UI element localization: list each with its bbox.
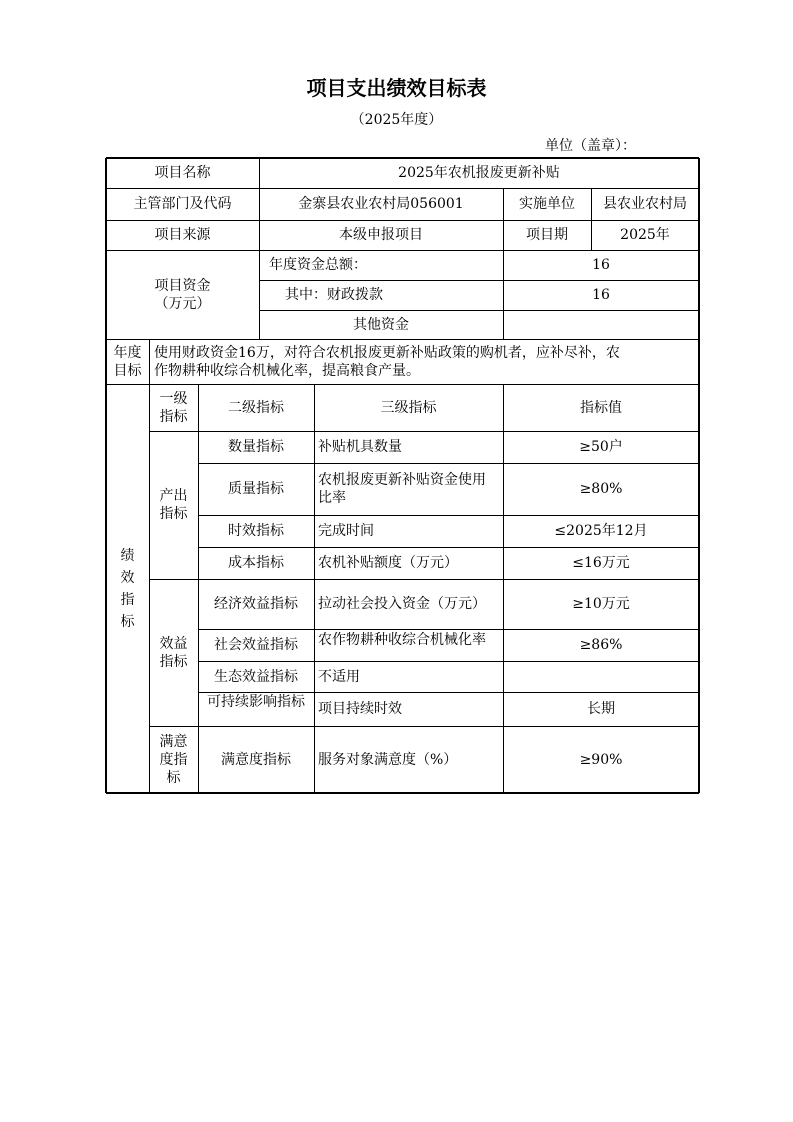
indicator-row-6-level3: 农作物耕种收综合机械化率	[318, 632, 486, 648]
annual-goal-line-2: 作物耕种收综合机械化率，提高粮食产量。	[154, 362, 420, 379]
indicator-row-2-level3: 农机报废更新补贴资金使用比率	[318, 472, 486, 506]
indicator-row-4-value: ≤16万元	[572, 555, 630, 571]
indicator-row-4-level2: 成本指标	[228, 555, 284, 571]
indicator-row-8-level2: 可持续影响指标	[207, 694, 305, 710]
output-label-2: 指标	[159, 506, 188, 522]
satisfaction-label-1: 满意	[159, 733, 188, 750]
performance-indicator-label	[106, 384, 149, 793]
perf-char-3: 指	[120, 591, 135, 608]
indicator-row-7-level3: 不适用	[318, 668, 360, 685]
indicator-row-1-level2: 数量指标	[228, 439, 284, 455]
total-funds-label: 年度资金总额：	[269, 257, 367, 273]
indicator-row-3-value: ≤2025年12月	[554, 523, 648, 539]
period-label: 项目期	[526, 227, 568, 243]
benefit-label-2: 指标	[159, 653, 188, 670]
satisfaction-label-2: 度指	[159, 751, 188, 768]
perf-char-2: 效	[120, 569, 135, 586]
period-value: 2025年	[620, 227, 670, 243]
fiscal-funds-value: 16	[592, 287, 610, 303]
indicator-row-5-level3: 拉动社会投入资金（万元）	[318, 596, 486, 612]
level2-header: 二级指标	[228, 399, 284, 416]
annual-goal-label	[106, 339, 149, 384]
indicator-row-6-level2: 社会效益指标	[214, 637, 298, 653]
total-funds-value: 16	[592, 257, 610, 273]
level1-header-2: 指标	[159, 408, 188, 425]
indicator-row-2-level2: 质量指标	[228, 481, 284, 497]
indicator-row-1-level3: 补贴机具数量	[318, 439, 402, 455]
output-label-1: 产出	[159, 488, 188, 504]
indicator-row-3-level2: 时效指标	[228, 523, 284, 539]
page-title: 项目支出绩效目标表	[306, 76, 487, 100]
annual-goal-text	[149, 339, 699, 384]
annual-goal-line-1: 使用财政资金16万，对符合农机报废更新补贴政策的购机者，应补尽补，农	[154, 344, 620, 361]
indicator-row-9-value: ≥90%	[579, 751, 623, 768]
indicator-row-7-level2: 生态效益指标	[214, 668, 298, 685]
dept-label: 主管部门及代码	[133, 196, 232, 212]
funds-unit-text: （万元）	[154, 295, 211, 312]
unit-label: 单位（盖章）：	[545, 138, 636, 154]
satisfaction-indicator-label	[149, 726, 198, 793]
fiscal-funds-label: 其中：财政拨款	[285, 287, 383, 303]
indicator-row-9-level2: 满意度指标	[221, 751, 291, 768]
annual-goal-label-2: 目标	[113, 362, 142, 379]
source-label: 项目来源	[154, 227, 211, 243]
indicator-row-5-level2: 经济效益指标	[214, 596, 298, 612]
annual-goal-label-1: 年度	[113, 344, 142, 361]
impl-unit-value: 县农业农村局	[603, 196, 687, 212]
indicator-row-2-value: ≥80%	[579, 481, 623, 497]
indicator-row-7-value	[503, 661, 699, 692]
output-indicator-label	[149, 431, 198, 579]
indicator-row-5-value: ≥10万元	[572, 596, 630, 612]
impl-unit-label: 实施单位	[519, 196, 575, 212]
perf-char-4: 标	[120, 613, 135, 630]
project-name-label: 项目名称	[154, 165, 211, 181]
project-name-value: 2025年农机报废更新补贴	[398, 165, 560, 181]
indicator-row-3-level3: 完成时间	[318, 523, 374, 539]
funds-label	[106, 250, 259, 339]
satisfaction-label-3: 标	[166, 769, 181, 786]
funds-label-text: 项目资金	[154, 277, 211, 294]
other-funds-value	[503, 310, 699, 339]
level1-header-1: 一级	[159, 390, 188, 407]
level3-header: 三级指标	[380, 399, 437, 416]
other-funds-label: 其他资金	[353, 316, 409, 333]
indicator-row-8-level3: 项目持续时效	[318, 701, 402, 717]
indicator-row-4-level3: 农机补贴额度（万元）	[318, 555, 458, 571]
level1-header	[149, 384, 198, 431]
value-header: 指标值	[580, 399, 622, 416]
benefit-indicator-label	[149, 579, 198, 726]
benefit-label-1: 效益	[159, 635, 188, 652]
source-value: 本级申报项目	[339, 227, 423, 243]
indicator-row-6-value: ≥86%	[579, 637, 623, 653]
year-subtitle: （2025年度）	[350, 112, 443, 128]
dept-value: 金寨县农业农村局056001	[298, 196, 464, 212]
perf-char-1: 绩	[120, 547, 135, 564]
indicator-row-9-level3: 服务对象满意度（%）	[318, 751, 458, 768]
indicator-row-1-value: ≥50户	[579, 439, 623, 455]
indicator-row-8-value: 长期	[587, 701, 615, 717]
